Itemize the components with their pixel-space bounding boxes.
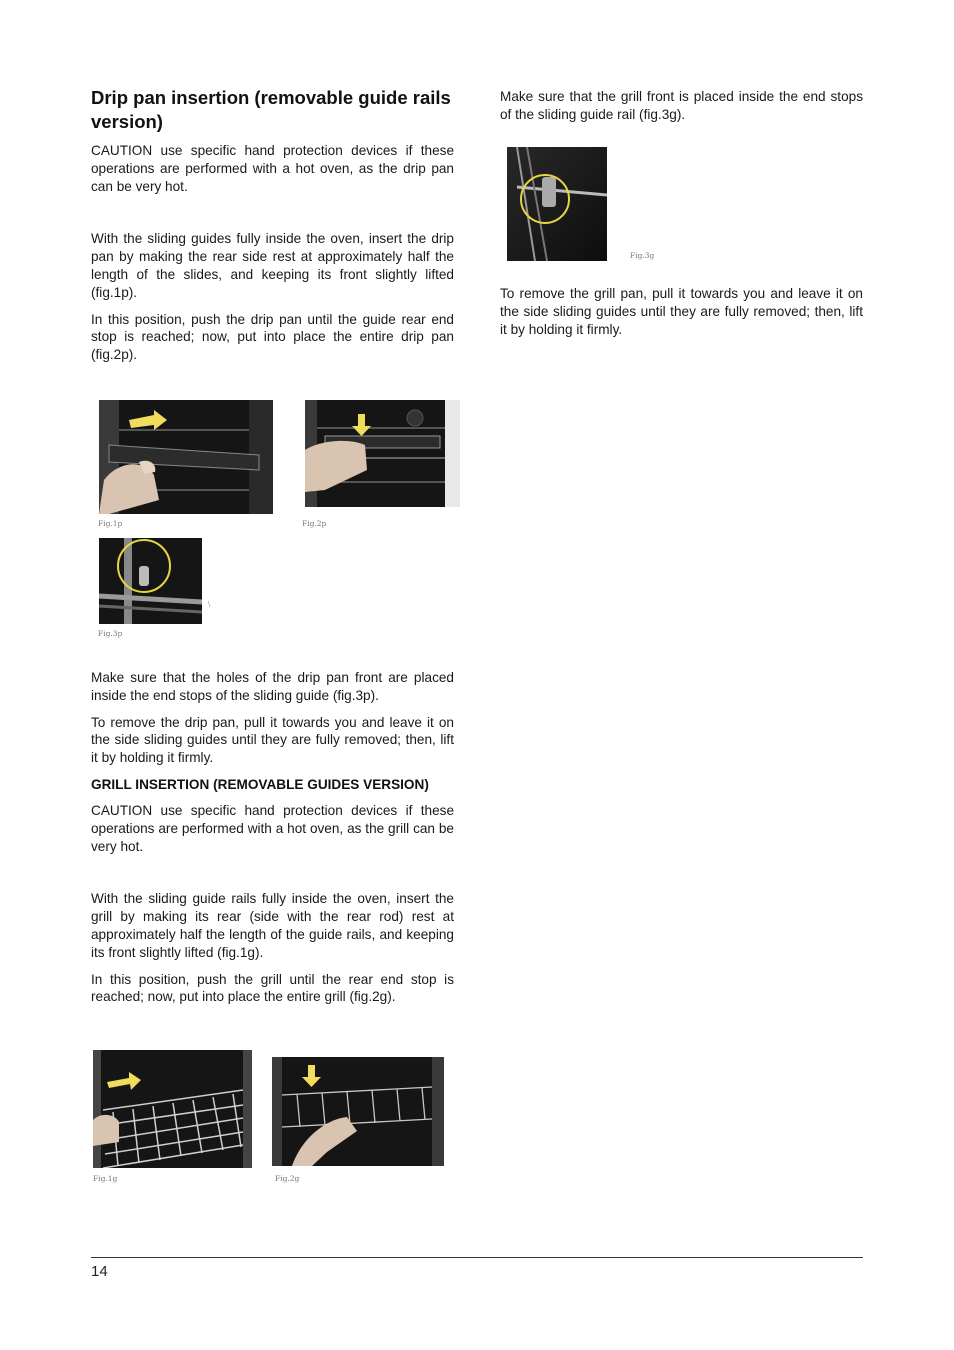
subheading-grill-insertion: GRILL INSERTION (REMOVABLE GUIDES VERSION)	[91, 776, 429, 792]
photo-fig-2g	[272, 1057, 444, 1166]
paragraph-grill-end-stops: Make sure that the grill front is placed inside the end stops of the sliding guide rail (fig.3g).	[500, 89, 863, 122]
caption-fig-1p: Fig.1p	[98, 519, 123, 528]
paragraph-remove-drip-pan: To remove the drip pan, pull it towards you and leave it on the side sliding guides until they are fully removed; then, lift it by holding it firmly.	[91, 714, 454, 766]
caption-fig-3p: Fig.3p	[98, 629, 123, 638]
caution-paragraph-grill: CAUTION use specific hand protection devices if these operations are performed with a hot oven, as the grill can be very hot.	[91, 802, 454, 854]
paragraph-push-drip-pan: In this position, push the drip pan until the guide rear end stop is reached; now, put into place the entire drip pan (fig.2p).	[91, 311, 454, 363]
right-column-bottom	[500, 285, 863, 347]
paragraph-remove-grill: To remove the grill pan, pull it towards you and leave it on the side sliding guides until they are fully removed; then, lift it by holding it firmly.	[500, 286, 863, 337]
paragraph-drip-pan-end-stops: Make sure that the holes of the drip pan front are placed inside the end stops of the sliding guide (fig.3p).	[91, 670, 454, 703]
photo-fig-2p	[305, 400, 460, 507]
left-column-top	[91, 86, 454, 373]
caption-fig-2p: Fig.2p	[302, 519, 327, 528]
caption-fig-2g: Fig.2g	[275, 1174, 300, 1183]
page-number: 14	[91, 1263, 108, 1280]
stray-mark: \	[208, 600, 211, 609]
photo-fig-1p	[99, 400, 273, 514]
footer-rule	[91, 1257, 863, 1258]
caution-paragraph-drip-pan: CAUTION use specific hand protection devices if these operations are performed with a hot oven, as the drip pan can be very hot.	[91, 143, 454, 194]
paragraph-push-grill: In this position, push the grill until the rear end stop is reached; now, put into place the entire grill (fig.2g).	[91, 971, 454, 1005]
paragraph-insert-grill: With the sliding guide rails fully inside the oven, insert the grill by making its rear (side with the rear rod) rest at approximately half the length of the guide rails, and keeping its front slightly lifted (fig.1g).	[91, 891, 454, 960]
photo-fig-3p	[99, 538, 202, 624]
caption-fig-3g: Fig.3g	[630, 251, 655, 260]
right-column-top	[500, 88, 863, 133]
caption-fig-1g: Fig.1g	[93, 1174, 118, 1183]
left-column-bottom	[91, 669, 454, 1015]
photo-fig-3g	[507, 147, 607, 261]
photo-fig-1g	[93, 1050, 252, 1168]
section-heading-drip-pan: Drip pan insertion (removable guide rails version)	[91, 87, 451, 132]
paragraph-insert-drip-pan: With the sliding guides fully inside the oven, insert the drip pan by making the rear side rest at approximately half the length of the slides, and keeping its front slightly lifted (fig.1p).	[91, 231, 454, 300]
